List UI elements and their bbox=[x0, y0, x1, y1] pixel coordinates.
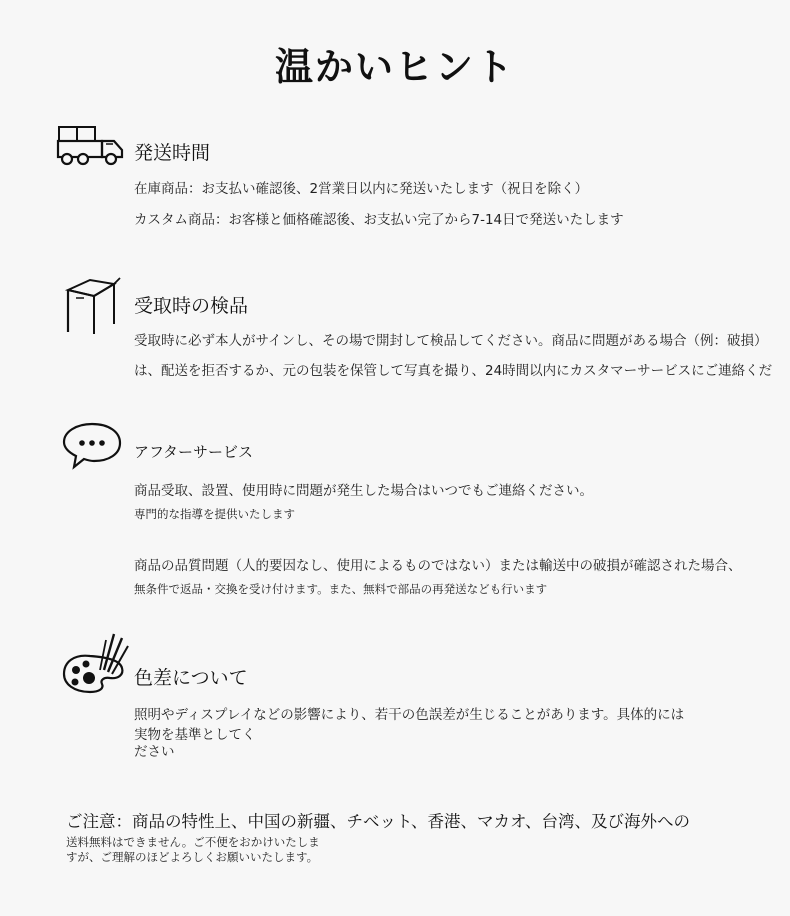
color-line-1: 照明やディスプレイなどの影響により、若干の色誤差が生じることがあります。具体的には bbox=[134, 707, 685, 723]
notice-line-2: すが、ご理解のほどよろしくお願いいたします。 bbox=[66, 850, 319, 864]
after-service-line-4: 無条件で返品・交換を受け付けます。また、無料で部品の再発送なども行います bbox=[134, 582, 548, 596]
color-line-2: 実物を基準としてく bbox=[134, 727, 256, 743]
paint-palette-icon bbox=[60, 630, 132, 700]
color-heading: 色差について bbox=[134, 667, 248, 689]
shipping-heading: 発送時間 bbox=[134, 142, 211, 164]
notice-heading: ご注意：商品の特性上、中国の新疆、チベット、香港、マカオ、台湾、及び海外への bbox=[66, 812, 691, 831]
chat-bubble-icon bbox=[62, 420, 124, 470]
inspection-heading: 受取時の検品 bbox=[134, 295, 249, 317]
after-service-line-1: 商品受取、設置、使用時に問題が発生した場合はいつでもご連絡ください。 bbox=[134, 483, 593, 499]
page-title: 温かいヒント bbox=[274, 45, 515, 89]
after-service-heading: アフターサービス bbox=[134, 443, 253, 461]
after-service-line-3: 商品の品質問題（人的要因なし、使用によるものではない）または輸送中の破損が確認された場合、 bbox=[134, 558, 742, 574]
shipping-line-2: カスタム商品：お客様と価格確認後、お支払い完了から7-14日で発送いたします bbox=[134, 212, 624, 228]
notice-line-1: 送料無料はできません。ご不便をおかけいたしま bbox=[66, 835, 320, 849]
shipping-line-1: 在庫商品：お支払い確認後、2営業日以内に発送いたします（祝日を除く） bbox=[134, 181, 589, 197]
delivery-truck-icon bbox=[56, 124, 126, 169]
open-box-icon bbox=[62, 276, 122, 338]
after-service-line-2: 専門的な指導を提供いたします bbox=[134, 507, 295, 521]
inspection-line-1: 受取時に必ず本人がサインし、その場で開封して検品してください。商品に問題がある場合（例：破損） bbox=[134, 333, 768, 349]
inspection-line-2: は、配送を拒否するか、元の包装を保管して写真を撮り、24時間以内にカスタマーサービスにご連絡くだ bbox=[134, 363, 773, 379]
color-line-3: ださい bbox=[134, 744, 175, 760]
